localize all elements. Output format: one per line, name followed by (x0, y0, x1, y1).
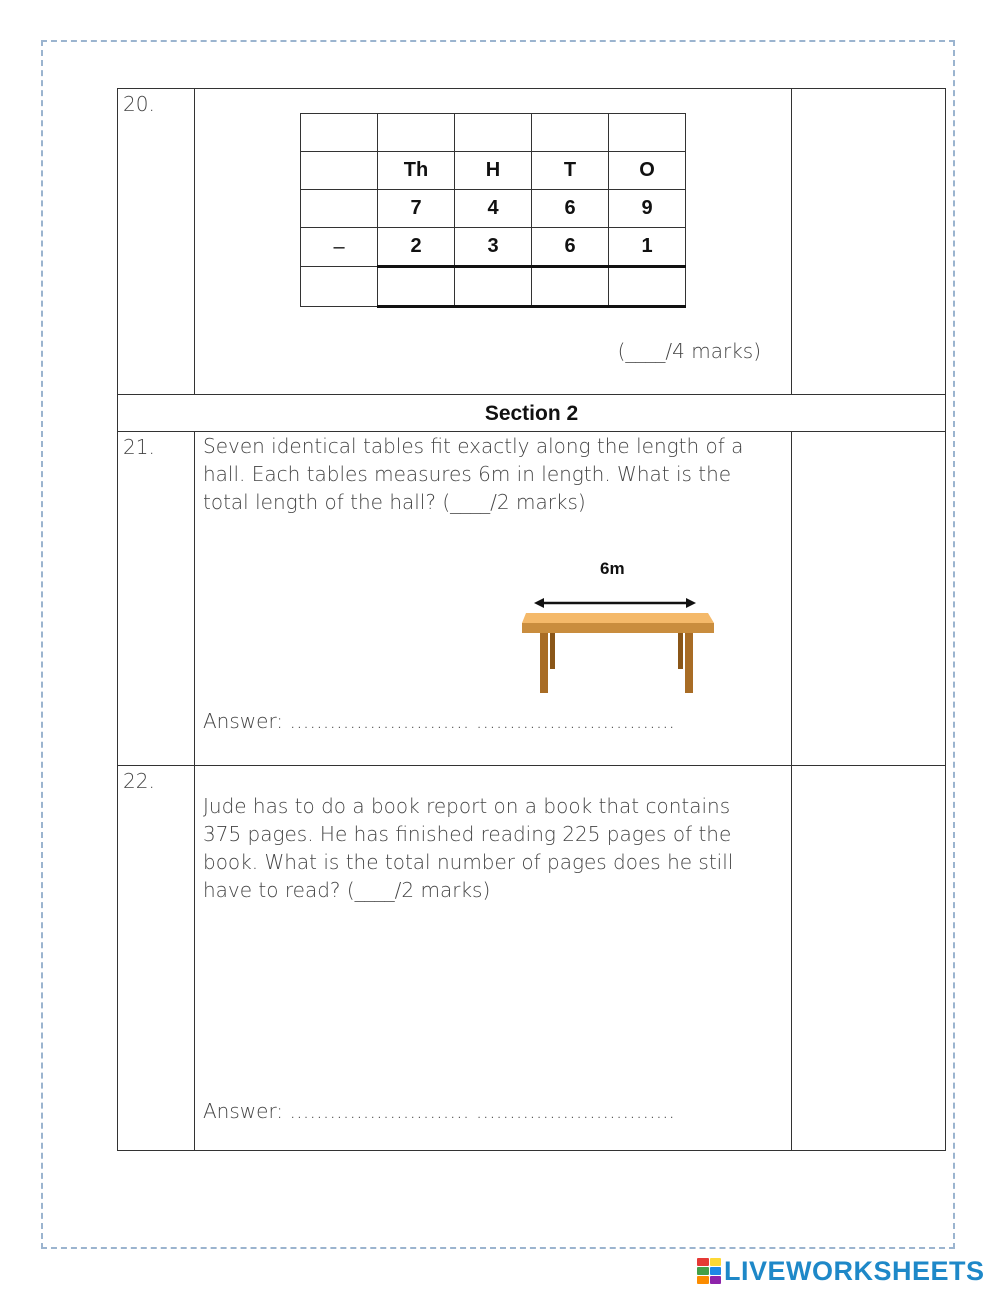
length-label: 6m (600, 559, 625, 578)
worksheet-table (117, 88, 946, 1151)
pv-header-th: Th (378, 152, 455, 190)
table-icon (518, 559, 718, 699)
answer-cell[interactable] (455, 267, 532, 307)
minus-sign: – (301, 228, 378, 267)
column-divider (791, 431, 792, 1150)
marks-label: (____/4 marks) (617, 339, 761, 363)
pv-digit: 3 (455, 228, 532, 267)
section-title: Section 2 (484, 402, 579, 425)
pv-digit: 2 (378, 228, 455, 267)
question-number: 22. (123, 769, 155, 793)
pv-digit: 7 (378, 190, 455, 228)
pv-digit: 4 (455, 190, 532, 228)
question-number: 21. (123, 435, 155, 459)
pv-digit: 1 (609, 228, 686, 267)
logo-icon (697, 1258, 721, 1284)
answer-cell[interactable] (532, 267, 609, 307)
liveworksheets-logo (697, 1257, 985, 1285)
pv-header-t: T (532, 152, 609, 190)
table-illustration (518, 559, 718, 699)
pv-cell (378, 114, 455, 152)
question-text: Seven identical tables fit exactly along the length of a hall. Each tables measures 6m in length. What is the total length of the hall? (____/2 marks) (203, 434, 744, 514)
answer-cell[interactable] (609, 267, 686, 307)
pv-cell (301, 152, 378, 190)
answer-line[interactable]: Answer: ……………………… ………………………... (203, 709, 675, 733)
column-divider (194, 89, 195, 394)
question-text: Jude has to do a book report on a book that contains 375 pages. He has finished reading 225 pages of the book. What is the total number of pages does he still have to read? (____/2 marks) (203, 794, 734, 902)
pv-digit: 6 (532, 190, 609, 228)
pv-digit: 9 (609, 190, 686, 228)
pv-cell (455, 114, 532, 152)
answer-line[interactable]: Answer: ……………………… ………………………... (203, 1099, 675, 1123)
question-number: 20. (123, 92, 155, 116)
answer-cell[interactable] (378, 267, 455, 307)
row-divider (118, 765, 945, 766)
pv-digit: 6 (532, 228, 609, 267)
column-divider (194, 431, 195, 1150)
column-divider (791, 89, 792, 394)
pv-header-h: H (455, 152, 532, 190)
pv-cell (301, 114, 378, 152)
pv-cell (301, 190, 378, 228)
pv-header-o: O (609, 152, 686, 190)
place-value-table (300, 113, 686, 308)
pv-cell (532, 114, 609, 152)
logo-text: LIVEWORKSHEETS (724, 1255, 985, 1286)
pv-cell (301, 267, 378, 307)
pv-cell (609, 114, 686, 152)
